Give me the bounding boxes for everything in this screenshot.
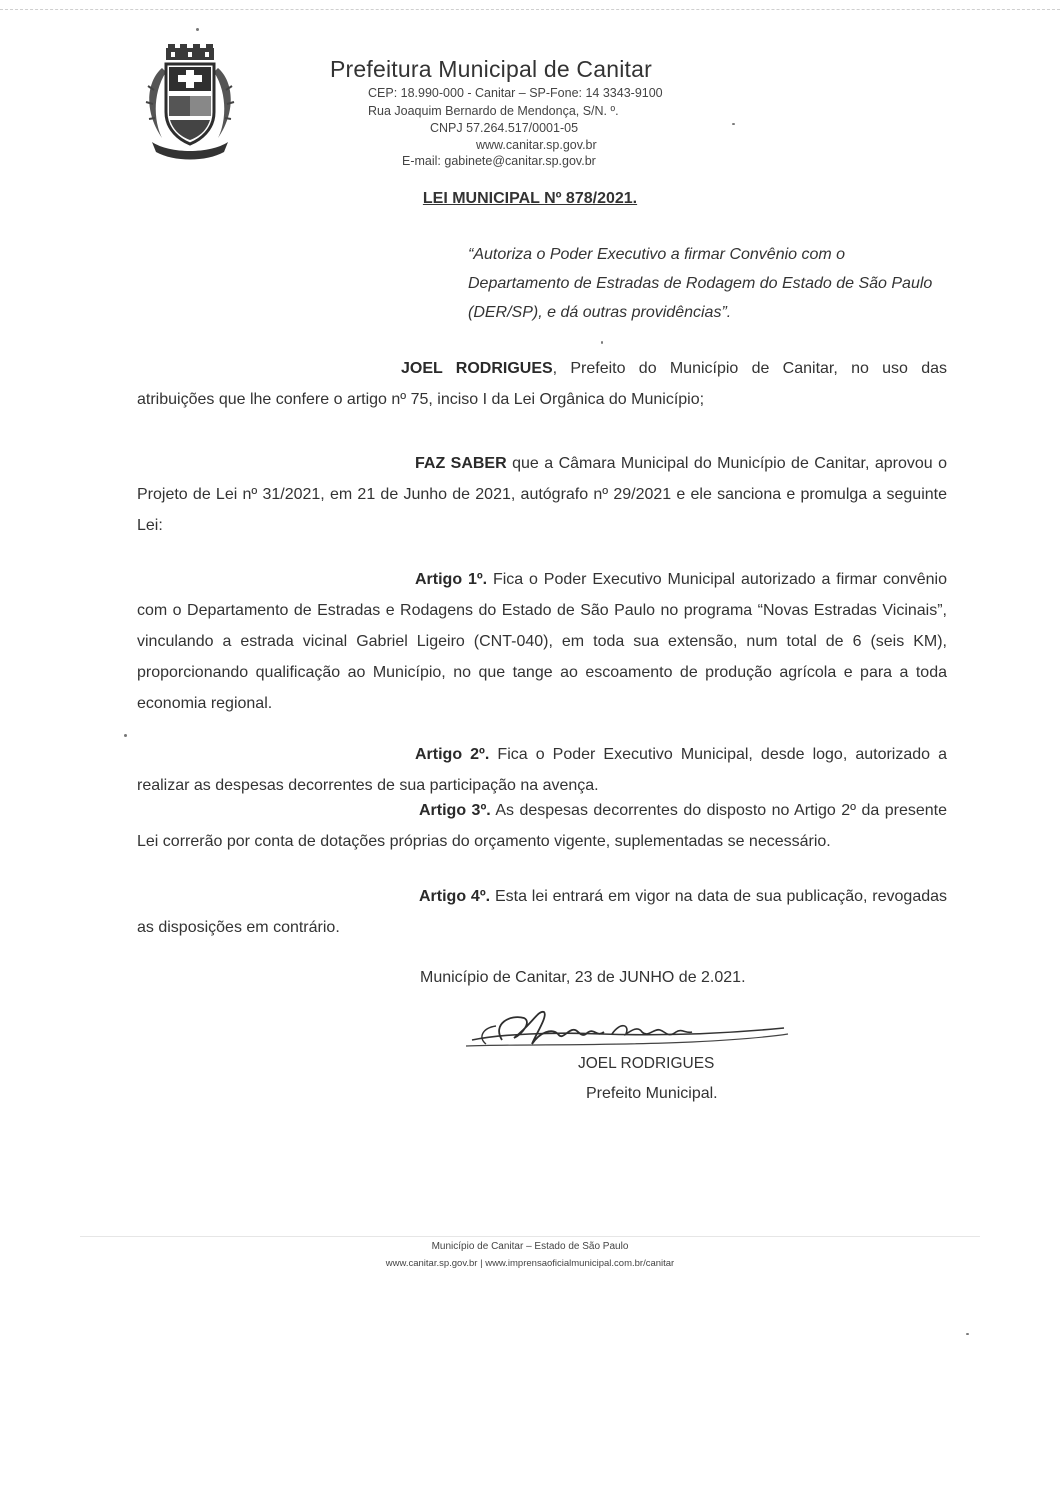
article-3	[137, 795, 947, 857]
article-4-label: Artigo 4º.	[419, 888, 491, 905]
article-3-label: Artigo 3º.	[419, 802, 491, 819]
org-email-line: E-mail: gabinete@canitar.sp.gov.br	[402, 154, 596, 168]
intro-text: , Prefeito do Município de Canitar, no uso das atribuições que lhe confere o artigo nº 75, inciso I da Lei Orgânica do Município;	[137, 360, 948, 408]
signer-role: Prefeito Municipal.	[586, 1085, 718, 1102]
law-title-text: LEI MUNICIPAL Nº 878/2021.	[422, 190, 638, 207]
article-2-text: Fica o Poder Executivo Municipal, desde logo, autorizado a realizar as despesas decorrentes de sua participação na avença.	[137, 746, 948, 794]
law-summary: “Autoriza o Poder Executivo a firmar Convênio com o Departamento de Estradas de Rodagem do Estado de São Paulo (DER/SP), e dá outras providências”.	[468, 246, 933, 321]
org-address-line: CEP: 18.990-000 - Canitar – SP-Fone: 14 3343-9100	[368, 86, 663, 100]
handwritten-signature	[462, 1004, 792, 1056]
scan-speck	[732, 123, 735, 125]
coat-of-arms-emblem	[140, 42, 240, 162]
article-4-text: Esta lei entrará em vigor na data de sua publicação, revogadas as disposições em contrário.	[137, 888, 948, 936]
article-2-label: Artigo 2º.	[415, 746, 490, 763]
footer-divider	[80, 1236, 980, 1237]
article-1	[137, 564, 947, 719]
org-cnpj-line: CNPJ 57.264.517/0001-05	[430, 121, 579, 135]
scan-speck	[966, 1333, 969, 1335]
faz-saber-text: que a Câmara Municipal do Município de Canitar, aprovou o Projeto de Lei nº 31/2021, em 21 de Junho de 2021, autógrafo nº 29/2021 e ele sanciona e promulga a seguinte Lei:	[137, 455, 948, 534]
footer-location: Município de Canitar – Estado de São Paulo	[431, 1241, 629, 1252]
article-1-text: Fica o Poder Executivo Municipal autorizado a firmar convênio com o Departamento de Estradas e Rodagens do Estado de São Paulo no programa “Novas Estradas Vicinais”, vinculando a estrada vicinal Gabriel Ligeiro (CNT-040), em toda sua extensão, num total de 6 (seis KM), proporcionando qualificação ao Município, no que tange ao escoamento de produção agrícola e para a toda economia regional.	[137, 571, 948, 712]
scan-speck	[601, 341, 603, 344]
article-4	[137, 881, 947, 943]
footer-websites: www.canitar.sp.gov.br | www.imprensaoficialmunicipal.com.br/canitar	[385, 1258, 675, 1269]
faz-saber-bold: FAZ SABER	[415, 455, 507, 472]
place-and-date: Município de Canitar, 23 de JUNHO de 2.021.	[420, 969, 746, 986]
intro-paragraph	[137, 353, 947, 415]
article-1-label: Artigo 1º.	[415, 571, 488, 588]
scan-speck	[196, 28, 199, 31]
law-title	[0, 190, 1060, 208]
faz-saber-paragraph	[137, 448, 947, 541]
org-website-line: www.canitar.sp.gov.br	[476, 138, 597, 152]
signer-name: JOEL RODRIGUES	[578, 1055, 715, 1072]
article-2	[137, 739, 947, 801]
scan-edge-line	[0, 9, 1060, 10]
org-street-line: Rua Joaquim Bernardo de Mendonça, S/N. º.	[368, 104, 619, 118]
scan-speck	[124, 734, 127, 737]
article-3-text: As despesas decorrentes do disposto no Artigo 2º da presente Lei correrão por conta de dotações próprias do orçamento vigente, suplementadas se necessário.	[137, 802, 947, 850]
org-name: Prefeitura Municipal de Canitar	[330, 56, 652, 82]
mayor-name-bold: JOEL RODRIGUES	[401, 360, 553, 377]
